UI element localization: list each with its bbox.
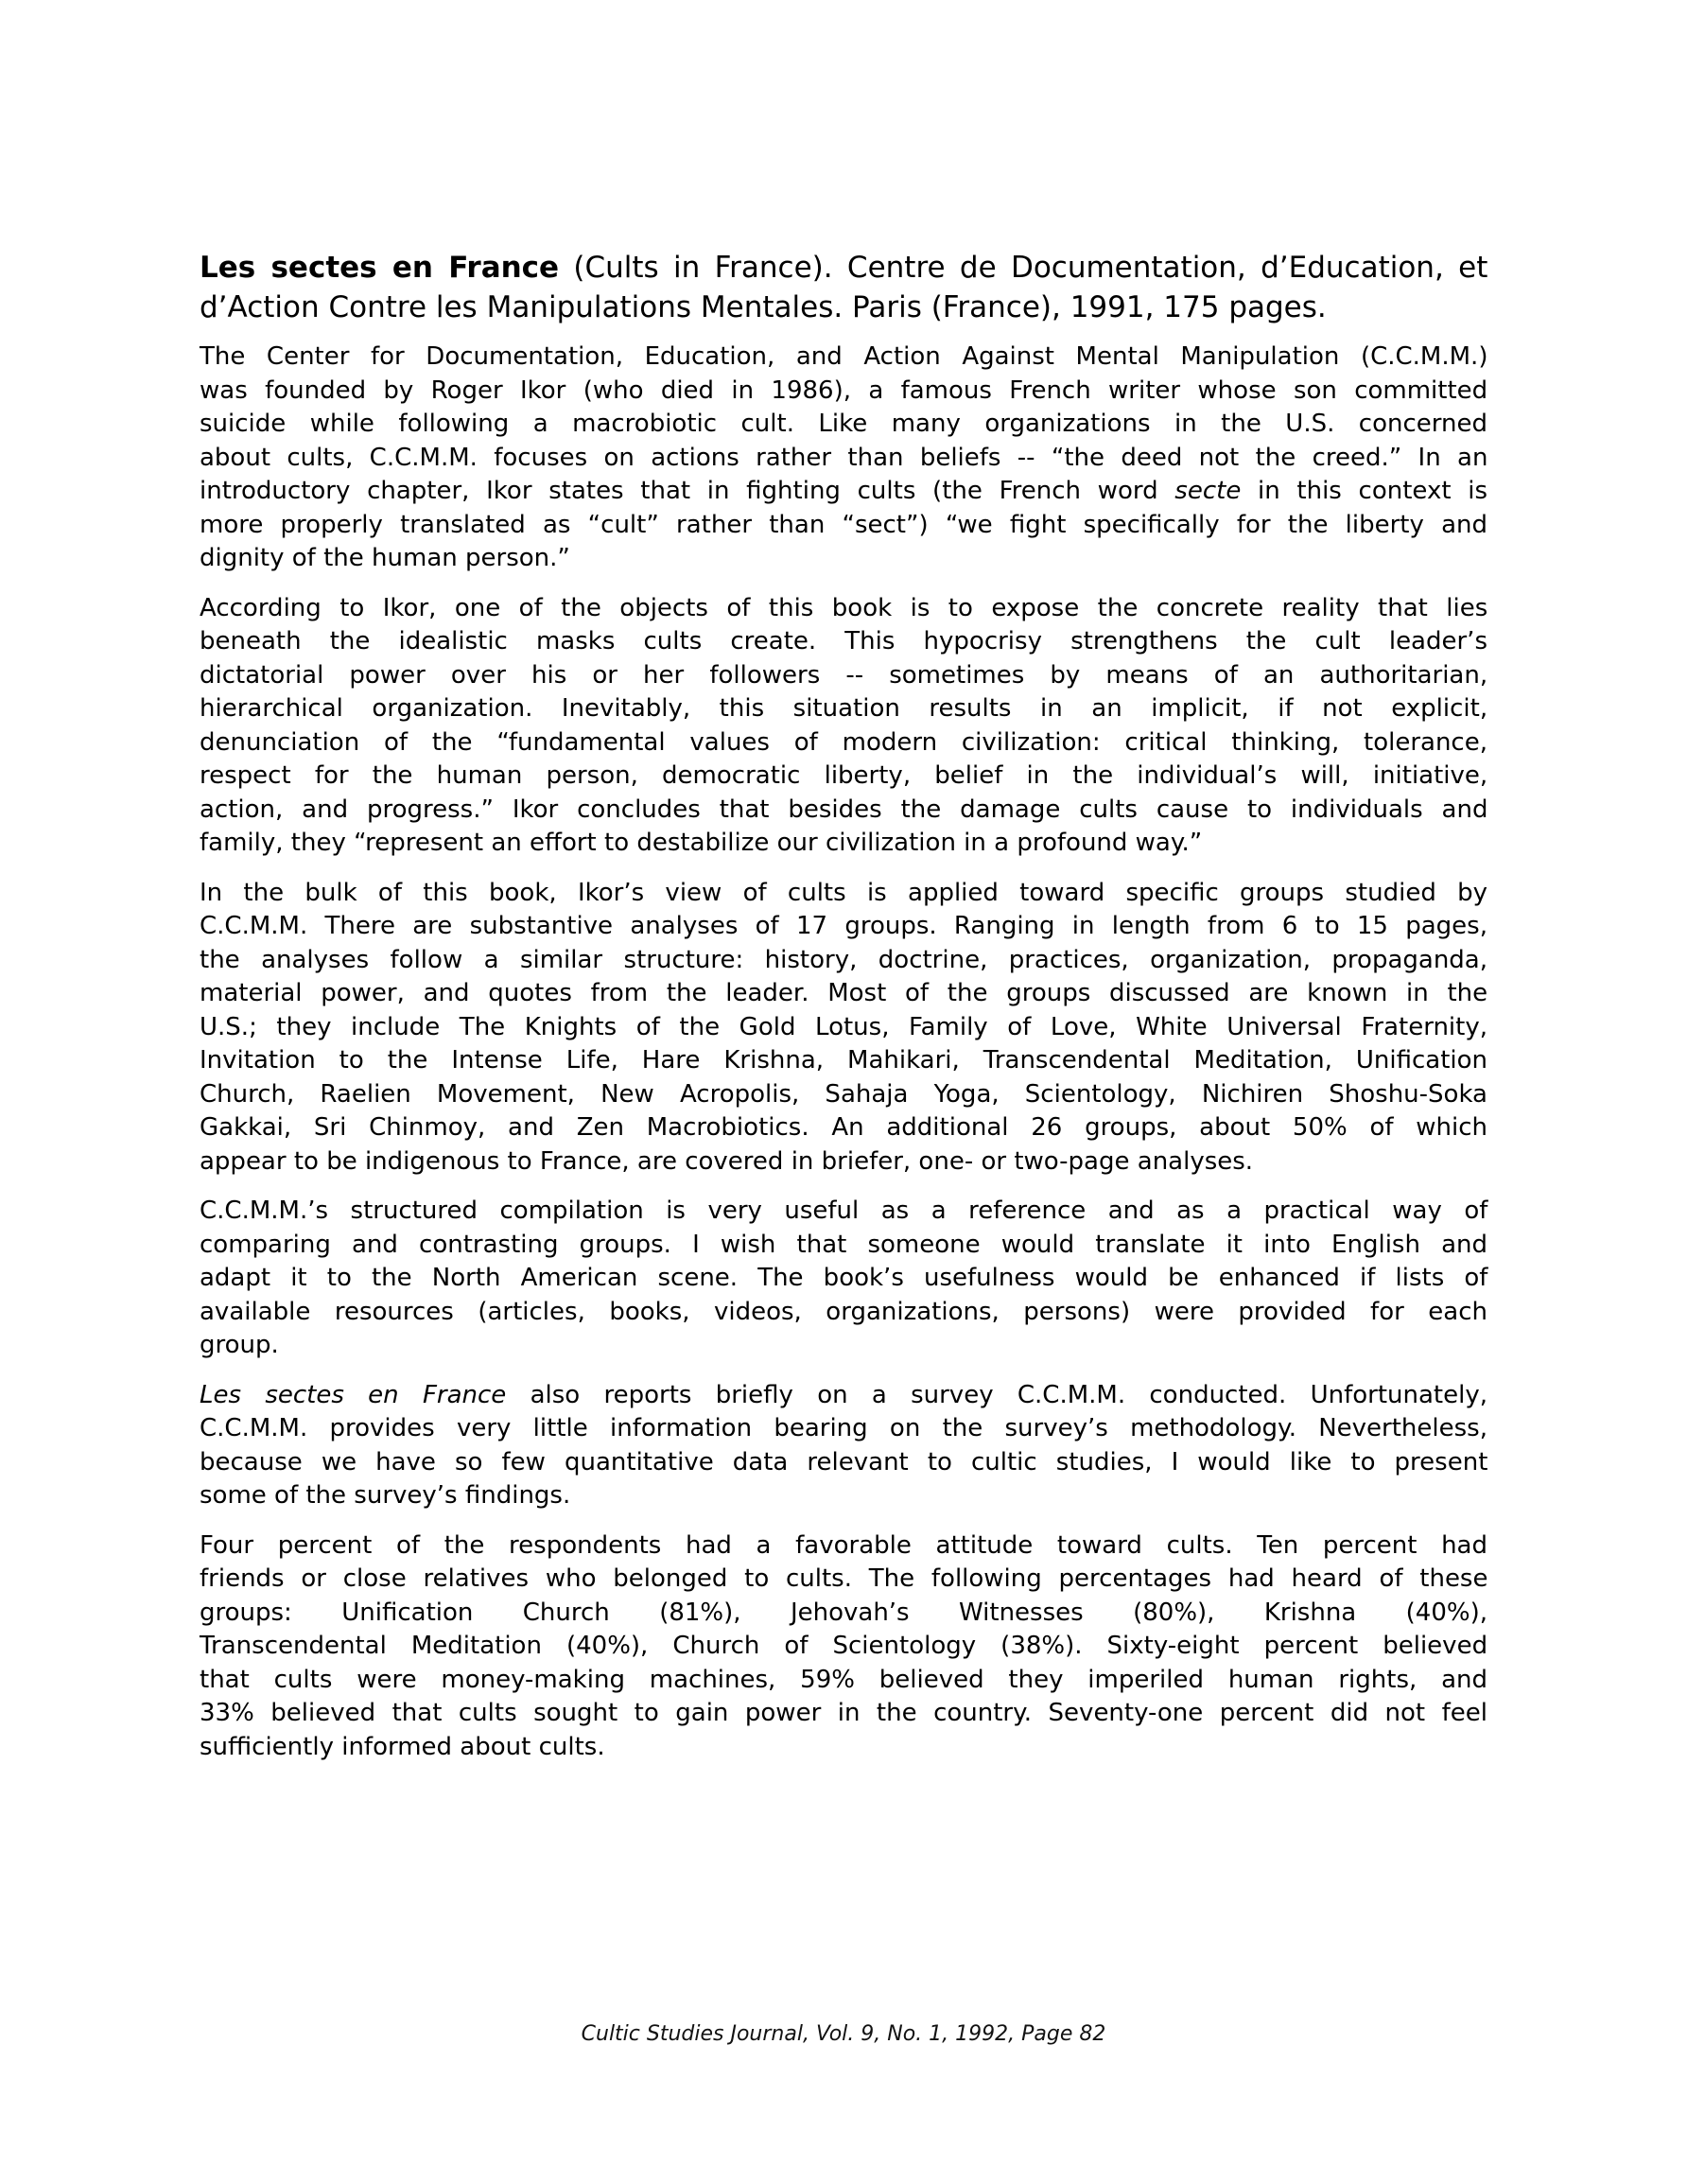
review-body — [200, 341, 1487, 1780]
paragraph — [200, 1529, 1487, 1765]
text-line: hierarchical organization. Inevitably, this situation results in an implicit, if not explicit, — [200, 694, 1488, 723]
text-line: The Center for Documentation, Education, and Action Against Mental Manipulation (C.C.M.M.) — [200, 342, 1488, 371]
text-line: adapt it to the North American scene. The book’s usefulness would be enhanced if lists of — [200, 1264, 1488, 1292]
text-line: Gakkai, Sri Chinmoy, and Zen Macrobiotics. An additional 26 groups, about 50% of which — [200, 1113, 1487, 1142]
paragraph — [200, 341, 1487, 576]
text-line: appear to be indigenous to France, are covered in briefer, one- or two-page analyses. — [200, 1146, 1254, 1176]
text-line: dictatorial power over his or her followers -- sometimes by means of an authoritarian, — [200, 660, 1488, 690]
text-line: some of the survey’s findings. — [200, 1481, 571, 1510]
text-segment: in this context is — [1241, 477, 1488, 505]
italic-term: Les sectes en France — [200, 1380, 507, 1409]
book-title: Les sectes en France — [200, 251, 560, 285]
text-line: U.S.; they include The Knights of the Gold Lotus, Family of Love, White Universal Fraternity, — [200, 1012, 1487, 1041]
text-line: comparing and contrasting groups. I wish that someone would translate it into English and — [200, 1230, 1487, 1259]
text-line: C.C.M.M. There are substantive analyses of 17 groups. Ranging in length from 6 to 15 pages, — [200, 912, 1487, 940]
text-line: C.C.M.M. provides very little information bearing on the survey’s methodology. Nevertheless, — [200, 1414, 1487, 1442]
paragraph — [200, 1195, 1487, 1363]
heading-line-2: d’Action Contre les Manipulations Mentales. Paris (France), 1991, 175 pages. — [200, 290, 1327, 324]
text-line: family, they “represent an effort to destabilize our civilization in a profound way.” — [200, 829, 1203, 857]
italic-term: secte — [1174, 477, 1242, 505]
paragraph — [200, 1379, 1487, 1513]
text-line: Four percent of the respondents had a favorable attitude toward cults. Ten percent had — [200, 1530, 1487, 1560]
text-line: suicide while following a macrobiotic cult. Like many organizations in the U.S. concerned — [200, 410, 1487, 438]
text-line: sufficiently informed about cults. — [200, 1732, 605, 1761]
text-line: because we have so few quantitative data relevant to cultic studies, I would like to present — [200, 1447, 1488, 1476]
text-line: respect for the human person, democratic liberty, belief in the individual’s will, initiative, — [200, 761, 1488, 790]
text-line: group. — [200, 1331, 279, 1359]
text-line: Invitation to the Intense Life, Hare Krishna, Mahikari, Transcendental Meditation, Unification — [200, 1046, 1487, 1075]
text-line: more properly translated as “cult” rather than “sect”) “we fight specifically for the liberty and — [200, 510, 1487, 539]
text-line — [200, 1379, 1487, 1413]
text-line: In the bulk of this book, Ikor’s view of cults is applied toward specific groups studied by — [200, 878, 1487, 907]
text-line: groups: Unification Church (81%), Jehovah’s Witnesses (80%), Krishna (40%), — [200, 1598, 1487, 1627]
text-line: that cults were money-making machines, 59% believed they imperiled human rights, and — [200, 1665, 1487, 1694]
text-line: denunciation of the “fundamental values of modern civilization: critical thinking, tolerance, — [200, 727, 1487, 757]
text-line: According to Ikor, one of the objects of this book is to expose the concrete reality that lies — [200, 593, 1488, 622]
paragraph — [200, 592, 1487, 861]
text-line: action, and progress.” Ikor concludes that besides the damage cults cause to individuals and — [200, 795, 1488, 824]
page-footer-citation: Cultic Studies Journal, Vol. 9, No. 1, 1992, Page 82 — [581, 2022, 1106, 2046]
text-line: material power, and quotes from the leader. Most of the groups discussed are known in the — [200, 979, 1488, 1007]
text-line: friends or close relatives who belonged to cults. The following percentages had heard of these — [200, 1564, 1488, 1593]
text-line: beneath the idealistic masks cults create. This hypocrisy strengthens the cult leader’s — [200, 627, 1487, 655]
text-line: was founded by Roger Ikor (who died in 1986), a famous French writer whose son committed — [200, 376, 1488, 405]
review-heading — [200, 248, 1487, 327]
text-line: Transcendental Meditation (40%), Church of Scientology (38%). Sixty-eight percent believed — [200, 1632, 1488, 1660]
text-line: dignity of the human person.” — [200, 544, 570, 572]
text-line: the analyses follow a similar structure: history, doctrine, practices, organization, propaganda, — [200, 945, 1487, 974]
text-line: Church, Raelien Movement, New Acropolis, Sahaja Yoga, Scientology, Nichiren Shoshu-Soka — [200, 1079, 1487, 1109]
text-line: available resources (articles, books, videos, organizations, persons) were provided for each — [200, 1297, 1487, 1326]
text-line: 33% believed that cults sought to gain power in the country. Seventy-one percent did not feel — [200, 1699, 1487, 1727]
paragraph — [200, 877, 1487, 1179]
text-segment: also reports briefly on a survey C.C.M.M. conducted. Unfortunately, — [506, 1380, 1488, 1409]
text-segment: introductory chapter, Ikor states that in fighting cults (the French word — [200, 477, 1175, 505]
text-line — [200, 475, 1487, 509]
heading-rest: (Cults in France). Centre de Documentation, d’Education, et — [559, 251, 1488, 285]
text-line: C.C.M.M.’s structured compilation is very useful as a reference and as a practical way of — [200, 1197, 1488, 1225]
text-line: about cults, C.C.M.M. focuses on actions rather than beliefs -- “the deed not the creed.” In an — [200, 443, 1488, 472]
heading-line-1 — [200, 248, 1487, 288]
